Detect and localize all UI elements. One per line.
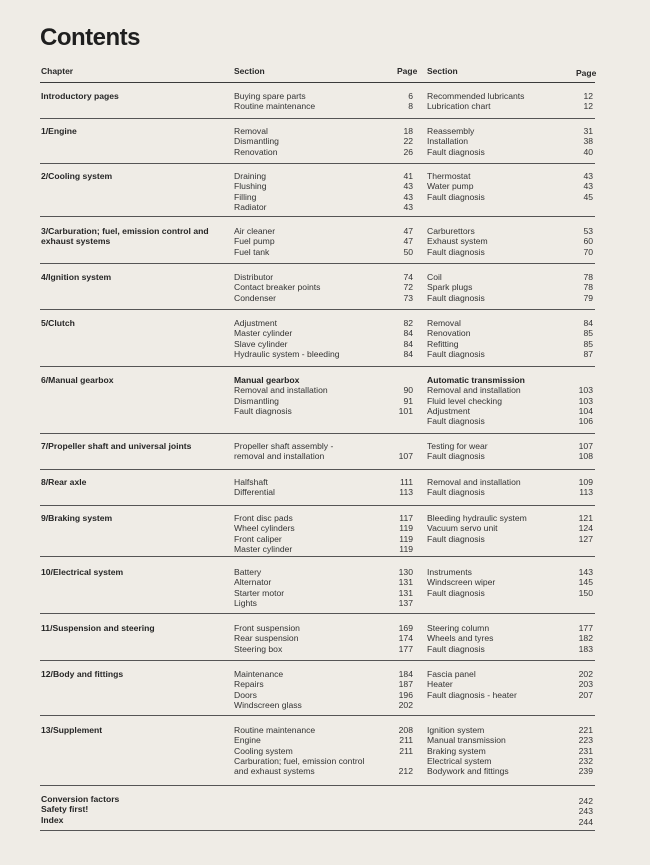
section-entry: Fault diagnosis [427, 451, 485, 462]
chapter-divider [40, 433, 595, 434]
chapter-title: Introductory pages [41, 91, 119, 101]
page-number: 90 [403, 385, 413, 396]
section-entry: Bleeding hydraulic system [427, 513, 527, 523]
section-entry: Air cleaner [234, 226, 276, 236]
section-entry: Engine [234, 735, 261, 746]
section-entry: Rear suspension [234, 633, 299, 644]
section-entry: Fault diagnosis [427, 643, 485, 654]
header-chapter: Chapter [41, 66, 74, 76]
section-entry: Front suspension [234, 623, 300, 633]
page-list-right [550, 477, 593, 498]
page-number: 211 [399, 745, 413, 756]
section-entry: Fascia panel [427, 669, 476, 679]
page-number: 106 [578, 416, 593, 427]
page-number: 121 [578, 513, 593, 523]
page-list-right [550, 272, 593, 303]
section-entry: Recommended lubricants [427, 91, 525, 101]
header-section-right: Section [427, 66, 458, 76]
section-entry: Fluid level checking [427, 395, 502, 406]
page-number: 43 [583, 171, 593, 181]
page-number: 12 [583, 91, 593, 101]
chapter-title: 2/Cooling system [41, 171, 113, 181]
section-entry: Adjustment [427, 405, 470, 416]
page-number: 119 [399, 543, 413, 554]
page-number: 231 [578, 745, 593, 756]
page-number: 107 [398, 451, 413, 462]
footer-page-number: 244 [578, 816, 593, 827]
page-number: 108 [578, 451, 593, 462]
chapter-divider [40, 163, 595, 164]
page-number: 169 [398, 623, 413, 633]
page-number: 111 [399, 477, 413, 487]
chapter-divider [40, 263, 595, 264]
footer-entry: Conversion factors [41, 794, 120, 804]
section-entry: Instruments [427, 567, 472, 577]
page-number: 43 [583, 181, 593, 192]
chapter-divider [40, 785, 595, 786]
section-entry: Electrical system [427, 755, 492, 766]
page-number: 127 [578, 533, 593, 544]
section-entry: Braking system [427, 745, 486, 756]
section-entry: Fault diagnosis - heater [427, 689, 517, 700]
footer-page-number: 242 [578, 796, 593, 806]
page-list-right [550, 226, 593, 257]
section-entry: Lubrication chart [427, 101, 491, 112]
section-entry: Condenser [234, 292, 277, 303]
chapter-title: 6/Manual gearbox [41, 375, 114, 385]
page-list-left [370, 171, 413, 212]
chapter-divider [40, 366, 595, 367]
footer-divider [40, 830, 595, 831]
page-number [370, 441, 413, 451]
page-number: 78 [583, 272, 593, 282]
page-list-left [370, 623, 413, 654]
page-list-left [370, 375, 413, 416]
section-entry: Adjustment [234, 318, 277, 328]
page-number: 182 [578, 633, 593, 644]
section-entry: Bodywork and fittings [427, 766, 509, 777]
page-number: 221 [578, 725, 593, 735]
section-entry: Removal [234, 126, 268, 136]
chapter-divider [40, 715, 595, 716]
page-list-left [370, 91, 413, 112]
section-entry: Repairs [234, 679, 264, 690]
chapter-divider [40, 216, 595, 217]
chapter-divider [40, 469, 595, 470]
section-entry: Battery [234, 567, 262, 577]
page-title: Contents [40, 24, 140, 51]
section-entry: Fault diagnosis [427, 487, 485, 498]
section-entry: removal and installation [234, 451, 325, 462]
section-entry: Renovation [234, 146, 278, 157]
page-list-left [370, 567, 413, 608]
page-number: 184 [398, 669, 413, 679]
section-entry: Alternator [234, 577, 272, 588]
page-list-right [550, 126, 593, 157]
page-list-left [370, 725, 413, 776]
page-number: 174 [398, 633, 413, 644]
section-entry: Manual transmission [427, 735, 506, 746]
section-entry: Maintenance [234, 669, 284, 679]
page-number: 82 [403, 318, 413, 328]
section-entry: Fault diagnosis [427, 587, 485, 598]
page-number: 104 [578, 405, 593, 416]
footer-page-number: 243 [578, 806, 593, 817]
section-entry: Removal [427, 318, 461, 328]
page-number: 109 [578, 477, 593, 487]
page-list-right [550, 441, 593, 462]
chapter-title: 8/Rear axle [41, 477, 87, 487]
header-page-right: Page [576, 68, 597, 78]
section-entry: Wheels and tyres [427, 633, 494, 644]
section-entry: Renovation [427, 328, 471, 339]
section-entry: Spark plugs [427, 282, 473, 293]
section-entry: Removal and installation [427, 477, 521, 487]
page-number: 41 [403, 171, 413, 181]
section-entry: Ignition system [427, 725, 485, 735]
chapter-title: 1/Engine [41, 126, 77, 136]
section-entry: Fault diagnosis [427, 416, 485, 427]
section-entry: Windscreen wiper [427, 577, 496, 588]
section-entry: Fault diagnosis [427, 146, 485, 157]
page-number [370, 756, 413, 766]
page-number: 84 [403, 348, 413, 359]
section-entry: Radiator [234, 201, 267, 212]
chapter-title: 4/Ignition system [41, 272, 112, 282]
page-number: 45 [583, 191, 593, 202]
page-number: 22 [403, 136, 413, 147]
section-entry: Steering column [427, 623, 490, 633]
page-number: 103 [578, 395, 593, 406]
chapter-title: 3/Carburation; fuel, emission control and exhaust systems [41, 226, 209, 247]
page-number: 12 [583, 101, 593, 112]
page-number: 119 [399, 533, 413, 544]
section-entry: Carburettors [427, 226, 475, 236]
page-number: 202 [578, 669, 593, 679]
page-list-right [550, 171, 593, 202]
page-number: 239 [578, 766, 593, 777]
page-number: 150 [578, 587, 593, 598]
chapter-divider [40, 613, 595, 614]
section-entry: Buying spare parts [234, 91, 306, 101]
page-list-right [550, 669, 593, 700]
page-number: 124 [578, 523, 593, 534]
chapter-title: 9/Braking system [41, 513, 113, 523]
section-entry: Fault diagnosis [427, 348, 485, 359]
page-number: 207 [578, 689, 593, 700]
section-entry: Dismantling [234, 395, 279, 406]
section-entry: Master cylinder [234, 543, 293, 554]
page-number [370, 375, 413, 385]
section-entry: Fault diagnosis [427, 292, 485, 303]
page-list-left [370, 272, 413, 303]
section-entry: Fault diagnosis [427, 191, 485, 202]
section-entry: Differential [234, 487, 275, 498]
section-entry: Distributor [234, 272, 274, 282]
page-number: 101 [398, 405, 413, 416]
section-entry: Routine maintenance [234, 725, 316, 735]
page-number: 212 [398, 766, 413, 777]
section-entry: Slave cylinder [234, 338, 288, 349]
page-number: 183 [578, 643, 593, 654]
section-entry: Removal and installation [234, 385, 328, 396]
page-list-left [370, 513, 413, 554]
section-entry: Steering box [234, 643, 283, 654]
section-entry: Front disc pads [234, 513, 293, 523]
page-list-left [370, 318, 413, 359]
header-rule [40, 82, 595, 83]
chapter-divider [40, 660, 595, 661]
page-number: 208 [398, 725, 413, 735]
header-page-left: Page [397, 66, 418, 76]
page-list-right [550, 725, 593, 776]
page-list-left [370, 441, 413, 462]
section-entry: Routine maintenance [234, 101, 316, 112]
page-number: 119 [399, 523, 413, 534]
section-entry: Wheel cylinders [234, 523, 295, 534]
chapter-title: 5/Clutch [41, 318, 75, 328]
page-list-right [550, 567, 593, 598]
page-number: 211 [399, 735, 413, 746]
section-entry: Installation [427, 136, 469, 147]
page-number: 72 [403, 282, 413, 293]
section-entry: Dismantling [234, 136, 279, 147]
page-number: 43 [403, 181, 413, 192]
footer-entry: Index [41, 814, 64, 825]
page-number: 60 [583, 236, 593, 247]
page-list-left [370, 126, 413, 157]
page-number: 103 [578, 385, 593, 396]
page-number: 84 [403, 328, 413, 339]
page-number: 78 [583, 282, 593, 293]
section-entry: Halfshaft [234, 477, 268, 487]
page-number: 143 [578, 567, 593, 577]
section-entry: and exhaust systems [234, 766, 315, 777]
section-entry: Windscreen glass [234, 699, 302, 710]
page-number: 43 [403, 191, 413, 202]
page-number: 38 [583, 136, 593, 147]
section-entry: Doors [234, 689, 257, 700]
section-entry: Front caliper [234, 533, 282, 544]
page-number: 74 [403, 272, 413, 282]
page-number: 91 [403, 395, 413, 406]
page-number: 137 [398, 597, 413, 608]
page-number: 84 [403, 338, 413, 349]
page-list-right [550, 91, 593, 112]
chapter-title: 7/Propeller shaft and universal joints [41, 441, 192, 451]
page-number: 223 [578, 735, 593, 746]
section-entry: Draining [234, 171, 267, 181]
page-number: 107 [578, 441, 593, 451]
chapter-divider [40, 505, 595, 506]
section-entry: Testing for wear [427, 441, 488, 451]
page-number: 47 [403, 226, 413, 236]
page-list-left [370, 477, 413, 498]
section-entry: Manual gearbox [234, 375, 300, 385]
page-number [550, 375, 593, 385]
chapter-title: 13/Supplement [41, 725, 103, 735]
page-number: 53 [583, 226, 593, 236]
footer-entry: Safety first! [41, 804, 89, 815]
page-number: 131 [398, 577, 413, 588]
section-entry: Fuel tank [234, 246, 270, 257]
page-number: 84 [583, 318, 593, 328]
page-number: 18 [403, 126, 413, 136]
page-list-right [550, 318, 593, 359]
section-entry: Starter motor [234, 587, 285, 598]
page-number: 113 [579, 487, 593, 498]
page-number: 70 [583, 246, 593, 257]
page-number: 202 [398, 699, 413, 710]
page-number: 50 [403, 246, 413, 257]
section-entry: Fault diagnosis [427, 533, 485, 544]
page-number: 145 [578, 577, 593, 588]
page-number: 177 [398, 643, 413, 654]
page-number: 131 [398, 587, 413, 598]
page-number: 117 [399, 513, 413, 523]
page-number: 73 [403, 292, 413, 303]
section-entry: Removal and installation [427, 385, 521, 396]
section-entry: Cooling system [234, 745, 293, 756]
section-entry: Water pump [427, 181, 474, 192]
page-number: 26 [403, 146, 413, 157]
page-list-right [550, 375, 593, 426]
section-entry: Refitting [427, 338, 459, 349]
section-entry: Filling [234, 191, 257, 202]
chapter-title: 10/Electrical system [41, 567, 124, 577]
page-number: 43 [403, 201, 413, 212]
section-entry: Lights [234, 597, 257, 608]
section-entry: Carburation; fuel, emission control [234, 755, 365, 766]
page-number: 40 [583, 146, 593, 157]
page-number: 187 [398, 679, 413, 690]
section-entry: Hydraulic system - bleeding [234, 348, 340, 359]
section-entry: Fault diagnosis [234, 405, 292, 416]
section-entry: Reassembly [427, 126, 475, 136]
page-number: 87 [583, 348, 593, 359]
chapter-divider [40, 556, 595, 557]
section-entry: Fuel pump [234, 236, 275, 247]
page-number: 196 [398, 689, 413, 700]
page-number: 31 [583, 126, 593, 136]
page-number: 177 [578, 623, 593, 633]
chapter-title: 12/Body and fittings [41, 669, 124, 679]
page-list-left [370, 669, 413, 710]
section-entry: Flushing [234, 181, 267, 192]
section-entry: Fault diagnosis [427, 246, 485, 257]
section-entry: Coil [427, 272, 442, 282]
section-entry: Propeller shaft assembly - [234, 441, 334, 451]
page-number: 130 [398, 567, 413, 577]
section-entry: Vacuum servo unit [427, 523, 498, 534]
page-list-right [550, 623, 593, 654]
chapter-divider [40, 309, 595, 310]
page-number: 6 [408, 91, 413, 101]
page-number: 113 [399, 487, 413, 498]
section-entry: Master cylinder [234, 328, 293, 339]
page-list-left [370, 226, 413, 257]
section-entry: Heater [427, 679, 453, 690]
page-number: 8 [408, 101, 413, 112]
page-number: 79 [583, 292, 593, 303]
page-number: 203 [578, 679, 593, 690]
page-number: 85 [583, 338, 593, 349]
page-number: 232 [578, 755, 593, 766]
page-number: 47 [403, 236, 413, 247]
chapter-divider [40, 118, 595, 119]
section-entry: Contact breaker points [234, 282, 321, 293]
section-entry: Thermostat [427, 171, 471, 181]
section-entry: Exhaust system [427, 236, 488, 247]
section-entry: Automatic transmission [427, 375, 525, 385]
page-number: 85 [583, 328, 593, 339]
page-list-right [550, 513, 593, 544]
chapter-title: 11/Suspension and steering [41, 623, 155, 633]
header-section-left: Section [234, 66, 265, 76]
